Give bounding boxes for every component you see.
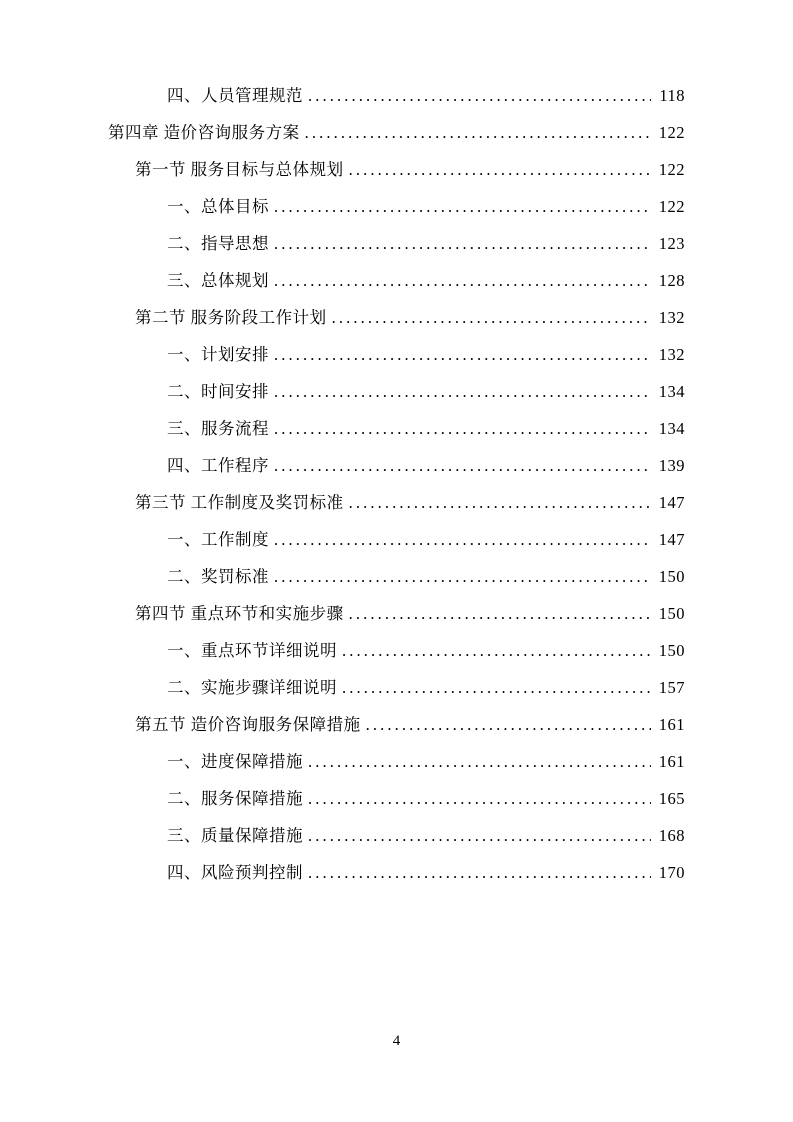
toc-entry-page-number: 157 [658,678,685,697]
toc-entry-label: 四、人员管理规范 [167,86,303,105]
toc-entry-page-number: 139 [658,456,685,475]
toc-entry-label: 一、总体目标 [167,197,269,216]
toc-leader-dots [308,791,651,808]
toc-leader-dots [274,347,651,364]
toc-entry-label: 三、质量保障措施 [167,826,303,845]
toc-entry-label: 四、风险预判控制 [167,863,303,882]
toc-entry-page-number: 123 [658,234,685,253]
toc-entry[interactable] [108,495,685,512]
toc-entry-page-number: 161 [658,752,685,771]
toc-entry-label: 二、指导思想 [167,234,269,253]
toc-entry-label: 一、工作制度 [167,530,269,549]
toc-entry[interactable] [108,791,685,808]
toc-entry-label: 第一节 服务目标与总体规划 [135,160,344,179]
toc-entry-label: 二、服务保障措施 [167,789,303,808]
toc-entry-page-number: 122 [658,197,685,216]
toc-leader-dots [274,273,651,290]
toc-entry[interactable] [108,532,685,549]
toc-entry-label: 一、进度保障措施 [167,752,303,771]
toc-leader-dots [274,569,651,586]
toc-entry-label: 二、时间安排 [167,382,269,401]
toc-entry-page-number: 168 [658,826,685,845]
toc-entry-label: 四、工作程序 [167,456,269,475]
toc-entry-label: 一、计划安排 [167,345,269,364]
toc-entry-label: 第五节 造价咨询服务保障措施 [135,715,361,734]
toc-entry-page-number: 170 [658,863,685,882]
toc-leader-dots [308,865,651,882]
toc-entry-page-number: 150 [658,641,685,660]
toc-entry-page-number: 147 [658,530,685,549]
toc-entry[interactable] [108,125,685,142]
toc-entry-page-number: 132 [658,345,685,364]
toc-entry[interactable] [108,273,685,290]
toc-entry-page-number: 118 [659,86,685,105]
toc-leader-dots [342,643,651,660]
toc-leader-dots [308,88,651,105]
toc-entry-label: 第三节 工作制度及奖罚标准 [135,493,344,512]
toc-leader-dots [305,125,651,142]
toc-entry[interactable] [108,236,685,253]
table-of-contents [108,88,685,882]
toc-entry[interactable] [108,162,685,179]
toc-entry-label: 一、重点环节详细说明 [167,641,337,660]
toc-entry[interactable] [108,828,685,845]
toc-entry-page-number: 134 [658,382,685,401]
toc-entry[interactable] [108,569,685,586]
toc-entry[interactable] [108,643,685,660]
toc-entry[interactable] [108,310,685,327]
toc-entry-page-number: 150 [658,604,685,623]
toc-leader-dots [366,717,651,734]
toc-leader-dots [332,310,651,327]
toc-entry-page-number: 165 [658,789,685,808]
toc-entry[interactable] [108,717,685,734]
toc-entry[interactable] [108,199,685,216]
toc-entry[interactable] [108,754,685,771]
toc-entry[interactable] [108,606,685,623]
toc-entry[interactable] [108,680,685,697]
toc-entry-label: 第四章 造价咨询服务方案 [108,123,300,142]
toc-entry-label: 二、奖罚标准 [167,567,269,586]
page-number-footer: 4 [392,1033,401,1049]
toc-entry-page-number: 150 [658,567,685,586]
toc-leader-dots [308,754,651,771]
toc-leader-dots [349,162,651,179]
toc-entry-page-number: 122 [658,123,685,142]
toc-leader-dots [274,532,651,549]
toc-entry-page-number: 122 [658,160,685,179]
toc-entry-page-number: 134 [658,419,685,438]
toc-entry-label: 第二节 服务阶段工作计划 [135,308,327,327]
toc-leader-dots [349,495,651,512]
toc-entry[interactable] [108,384,685,401]
toc-entry-page-number: 132 [658,308,685,327]
toc-entry-label: 三、总体规划 [167,271,269,290]
toc-leader-dots [342,680,651,697]
toc-entry-page-number: 128 [658,271,685,290]
toc-entry-page-number: 147 [658,493,685,512]
toc-entry[interactable] [108,421,685,438]
toc-entry[interactable] [108,88,685,105]
toc-leader-dots [274,421,651,438]
toc-leader-dots [274,199,651,216]
toc-entry-label: 第四节 重点环节和实施步骤 [135,604,344,623]
toc-leader-dots [274,236,651,253]
toc-leader-dots [308,828,651,845]
toc-leader-dots [274,384,651,401]
toc-entry-page-number: 161 [658,715,685,734]
toc-entry[interactable] [108,865,685,882]
toc-entry[interactable] [108,458,685,475]
toc-leader-dots [274,458,651,475]
toc-entry-label: 三、服务流程 [167,419,269,438]
toc-leader-dots [349,606,651,623]
toc-entry-label: 二、实施步骤详细说明 [167,678,337,697]
toc-entry[interactable] [108,347,685,364]
